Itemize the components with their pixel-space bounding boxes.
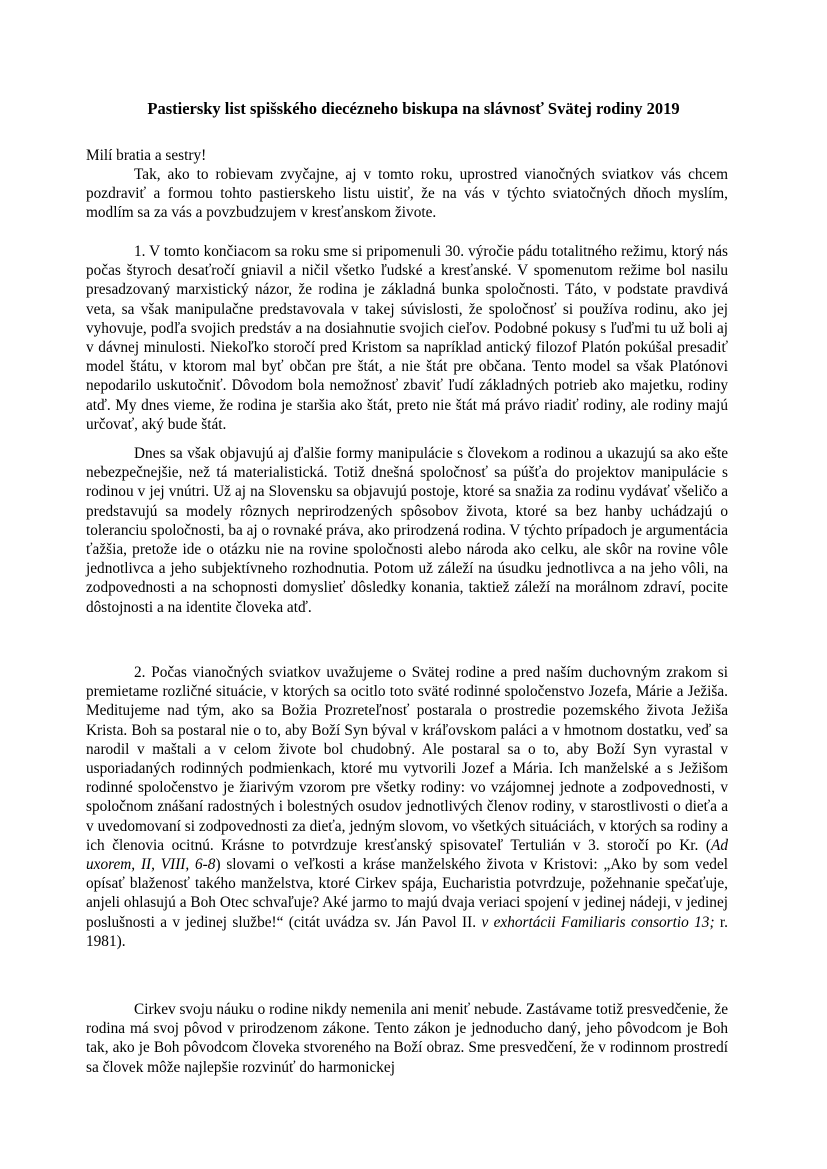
paragraph-manipulation <box>86 444 728 617</box>
paragraph-text: 1. V tomto končiacom sa roku sme si pripomenuli 30. výročie pádu totalitného režimu, ktorý nás počas štyroch desaťročí gniavil a ničil všetko ľudské a kresťanské. V spomenutom režime bol nasilu presadzovaný marxistický názor, že rodina je základná bunka spoločnosti. Táto, v podstate pravdivá veta, sa však manipulačne predstavovala v takej súvislosti, že spoločnosť si používa rodinu, ako jej vyhovuje, podľa svojich predstáv a na dosiahnutie svojich cieľov. Podobné pokusy s ľuďmi tu už boli aj v dávnej minulosti. Niekoľko storočí pred Kristom sa napríklad antický filozof Platón pokúšal presadiť model štátu, v ktorom mal byť občan pre štát, a nie štát pre občana. Tento model sa však Platónovi nepodarilo uskutočniť. Dôvodom bola nemožnosť zbaviť ľudí základných potrieb ako majetku, rodiny atď. My dnes vieme, že rodina je staršia ako štát, preto nie štát má právo riadiť rodiny, ale rodiny majú určovať, aký bude štát. <box>86 243 728 433</box>
text-run: ) slovami o veľkosti a kráse manželského života v Kristovi: „Ako by som vedel opísať blaženosť takého manželstva, ktoré Cirkev spája, Eucharistia potvrdzuje, požehnanie spečaťuje, anjeli ohlasujú a Boh Otec schvaľuje? Aké jarmo to majú dvaja veriaci spojení v jedinej nádeji, v jedinej poslušnosti a v jedinej službe!“ (citát uvádza sv. Ján Pavol II. <box>86 856 728 931</box>
paragraph-text <box>86 663 728 951</box>
text-run: 2. Počas vianočných sviatkov uvažujeme o Svätej rodine a pred naším duchovným zrakom si premietame rozličné situácie, v ktorých sa ocitlo toto sväté rodinné spoločenstvo Jozefa, Márie a Ježiša. Meditujeme nad tým, ako sa Božia Prozreteľnosť postarala o prostredie pozemského života Ježiša Krista. Boh sa postaral nie o to, aby Boží Syn býval v kráľovskom paláci a v hmotnom dostatku, veď sa narodil v maštali a v celom živote bol chudobný. Ale postaral sa o to, aby Boží Syn vyrastal v usporiadaných rodinných podmienkach, ktoré mu vytvorili Jozef a Mária. Ich manželské a s Ježišom rodinné spoločenstvo je žiarivým vzorom pre všetky rodiny: vo vzájomnej jednote a zodpovednosti, v spoločnom znášaní radostných i bolestných osudov jednotlivých členov rodiny, v starostlivosti o dieťa a v uvedomovaní si zodpovednosti za dieťa, jedným slovom, vo všetkých situáciách, v ktorých sa rodiny a ich členovia ocitnú. Krásne to potvrdzuje kresťanský spisovateľ Tertulián v 3. storočí po Kr. ( <box>86 664 728 854</box>
citation-italic: Ad uxorem, II, VIII, 6-8 <box>86 836 728 874</box>
paragraph-text: Cirkev svoju náuku o rodine nikdy nemenila ani meniť nebude. Zastávame totiž presvedčenie, že rodina má svoj pôvod v prirodzenom zákone. Tento zákon je jednoducho daný, jeho pôvodcom je Boh tak, ako je Boh pôvodcom človeka stvoreného na Boží obraz. Sme presvedčení, že v rodinnom prostredí sa človek môže najlepšie rozvinúť do harmonickej <box>86 1001 729 1076</box>
paragraph-intro <box>86 165 728 223</box>
paragraph-text: Dnes sa však objavujú aj ďalšie formy manipulácie s človekom a rodinou a ukazujú sa ako ešte nebezpečnejšie, než tá materialistická. Totiž dnešná spoločnosť sa púšťa do projektov manipulácie s rodinou v jej vnútri. Už aj na Slovensku sa objavujú postoje, ktoré sa snažia za rodinu vydávať všeličo a predstavujú sa modely rôznych neprirodzených spôsobov života, ktoré sa bez hanby uchádzajú o toleranciu spoločnosti, ba aj o rovnaké práva, ako prirodzená rodina. V týchto prípadoch je argumentácia ťažšia, pretože ide o otázku nie na rovine spoločnosti alebo národa ako celku, ale skôr na rovine vôle jednotlivca a jeho subjektívneho rozhodnutia. Potom už záleží na úsudku jednotlivca a na jeho vôli, na zodpovednosti a na schopnosti domyslieť dôsledky konania, taktiež záleží na morálnom zdraví, pocite dôstojnosti a na identite človeka atď. <box>86 445 728 616</box>
paragraph-section-2 <box>86 663 728 951</box>
salutation: Milí bratia a sestry! <box>86 147 207 164</box>
paragraph-church-teaching <box>86 1000 728 1077</box>
text-run: r. 1981). <box>86 913 728 950</box>
paragraph-text: Tak, ako to robievam zvyčajne, aj v tomto roku, uprostred vianočných sviatkov vás chcem pozdraviť a formou tohto pastierskeho listu uistiť, že na vás v týchto sviatočných dňoch myslím, modlím sa za vás a povzbudzujem v kresťanskom živote. <box>86 166 728 222</box>
page-title: Pastiersky list spišského diecézneho biskupa na slávnosť Svätej rodiny 2019 <box>147 99 680 118</box>
citation-italic: v exhortácii Familiaris consortio 13; <box>481 913 715 931</box>
paragraph-section-1 <box>86 242 728 434</box>
